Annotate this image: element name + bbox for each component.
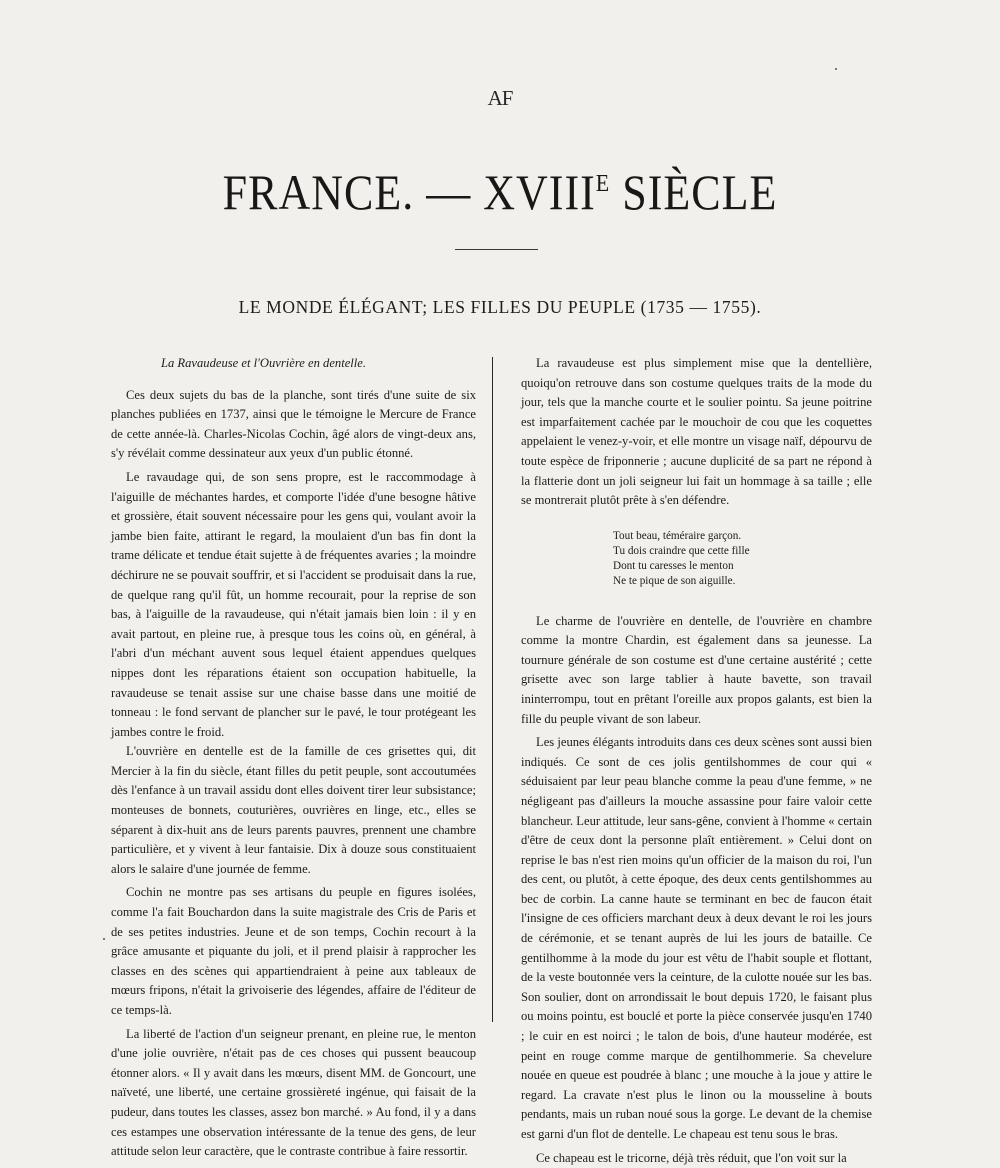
paragraph: Le ravaudage qui, de son sens propre, est le raccommodage à l'aiguille de méchantes hardes, et comporte l'idée d'une besogne hâtive et grossière, était souvent nécessaire pour les gens qui, voulant avoir la jambe bien faite, attirant le regard, la moulaient d'un bas fin dont la trame délicate et tendue était sujette à de fréquentes avaries ; la moindre déchirure ne se pouvait souffrir, et si l'accident se produisait dans la rue, de quelque rang qu'il fût, un homme recourait, pour la reprise de son bas, à l'aiguille de la ravaudeuse, qui n'était jamais bien loin : il y en avait partout, en pleine rue, à presque tous les coins où, en général, à l'abri d'un méchant auvent sous lequel étaient appendues quelques nippes dont les réparations étaient son occupation habituelle, la ravaudeuse se tenait assise sur une chaise basse dans une moitié de tonneau : le fond servant de plancher sur le pavé, le tour protégeant les jambes contre le froid. <box>111 469 476 739</box>
paragraph: Ces deux sujets du bas de la planche, sont tirés d'une suite de six planches publiées en 1737, ainsi que le témoigne le Mercure de France de cette année-là. Charles-Nicolas Cochin, âgé alors de vingt-deux ans, s'y révélait comme dessinateur aux yeux d'un public étonné. <box>111 387 476 461</box>
paper-speck <box>835 68 837 70</box>
page-title <box>0 164 1000 221</box>
paragraph: Le charme de l'ouvrière en dentelle, de l'ouvrière en chambre comme la montre Chardin, est également dans sa jeunesse. La tournure générale de son costume est d'une certaine austérité ; cette grisette avec son large tablier à haute bavette, son travail ininterrompu, tout en prêtant l'oreille aux propos galants, est bien la fille du peuple vivant de son labeur. <box>521 613 872 726</box>
left-column <box>111 354 476 1162</box>
paragraph: La liberté de l'action d'un seigneur prenant, en pleine rue, le menton d'une jolie ouvrière, n'était pas de ces choses qui pussent beaucoup étonner alors. « Il y avait dans les mœurs, disent MM. de Goncourt, une naïveté, une liberté, une certaine grossièreté ingénue, qui faisait de la pudeur, dans toutes les classes, assez bon marché. » Au fond, il y a dans ces estampes une observation intéressante de la tenue des gens, de leur attitude selon leur caractère, que le contraste contribue à faire ressortir. <box>111 1026 476 1159</box>
paragraph: Ce chapeau est le tricorne, déjà très réduit, que l'on voit sur la <box>536 1150 847 1165</box>
verse-quote <box>613 529 872 590</box>
verse-line: Tout beau, téméraire garçon. <box>613 529 742 542</box>
verse-line: Tu dois craindre que cette fille <box>613 544 750 557</box>
verse-line: Ne te pique de son aiguille. <box>613 575 736 588</box>
title-main: FRANCE. — XVIII <box>222 165 596 220</box>
paragraph: Les jeunes élégants introduits dans ces deux scènes sont aussi bien indiqués. Ce sont de ces jolis gentilshommes de cour qui « séduisaient par leur peau blanche comme la peau d'une femme, » ne négligeant pas d'ailleurs la mouche assassine pour faire valoir cette blancheur. Leur attitude, leur sans-gêne, convient à l'homme « certain d'être de ceux dont la personne plaît entièrement. » Celui dont on reprise le bas n'est rien moins qu'un officier de la maison du roi, l'un des cent, ou plutôt, à cette époque, des deux cents gentilshommes au bec de corbin. La canne haute se terminant en bec de faucon était l'insigne de ces officiers marchant deux à deux devant le roi les jours de cérémonie, et se tenant auprès de lui les jours de bataille. Ce gentilhomme à la mode du jour est vêtu de l'habit souple et flottant, de la veste boutonnée vers la ceinture, de la culotte nouée sur les bas. Son soulier, dont on arrondissait le bout depuis 1720, le faisant plus ou moins pointu, est bouclé et porte la pièce conservée jusqu'en 1740 ; le cuir en est noirci ; le talon de bois, d'une hauteur modérée, est peint en rouge comme marque de gentilhommerie. Sa chevelure nouée en queue est poudrée à blanc ; une mouche à la joue y attire le regard. La cravate n'est plus le linon ou la mousseline à bouts pendants, mais un ruban noué sous la gorge. Le devant de la chemise est garni d'un flot de dentelle. Le chapeau est tenu sous le bras. <box>521 735 872 1141</box>
column-divider <box>492 357 493 1022</box>
paper-speck <box>103 938 105 940</box>
paragraph: L'ouvrière en dentelle est de la famille de ces grisettes qui, dit Mercier à la fin du siècle, étant filles du petit peuple, sont accoutumées dès l'enfance à un travail assidu dont elles doivent tirer leur subsistance; monteuses de bonnets, couturières, ouvrières en linge, etc., elles se séparent à dix-huit ans de leurs parents pauvres, prennent une chambre particulière, et y vivent à leur fantaisie. Dix à douze sous constituaient alors le salaire d'une journée de femme. <box>111 744 476 876</box>
title-superscript: E <box>595 168 611 197</box>
publisher-monogram: AF <box>487 86 513 110</box>
page-subtitle: LE MONDE ÉLÉGANT; LES FILLES DU PEUPLE (1735 — 1755). <box>238 297 762 317</box>
title-rule <box>455 249 538 250</box>
verse-line: Dont tu caresses le menton <box>613 560 734 573</box>
paragraph: Cochin ne montre pas ses artisans du peuple en figures isolées, comme l'a fait Bouchardon dans la suite magistrale des Cris de Paris et de ses petites industries. Jeune et de son temps, Cochin recourt à la grâce amusante et piquante du joli, et il prend plaisir à rapprocher les classes en des scènes qui appartiendraient à peine aux tableaux de mœurs fripons, n'était la grivoiserie des légendes, affaire de l'éditeur de ce temps-là. <box>111 885 476 1017</box>
paragraph: La ravaudeuse est plus simplement mise que la dentellière, quoiqu'on retrouve dans son costume quelques traits de la mode du jour, tels que la manche courte et le soulier pointu. Sa jeune poitrine est imparfaitement cachée par le mouchoir de cou que les coquettes appelaient le venez-y-voir, et elle montre un visage naïf, dépourvu de toute espèce de friponnerie ; aucune duplicité de sa part ne répond à la flatterie dont un joli seigneur lui fait un hommage à sa taille ; elle se montrerait plutôt prête à s'en défendre. <box>521 356 872 508</box>
title-tail: SIÈCLE <box>610 165 778 220</box>
right-column <box>521 354 872 1168</box>
section-heading: La Ravaudeuse et l'Ouvrière en dentelle. <box>160 356 367 370</box>
